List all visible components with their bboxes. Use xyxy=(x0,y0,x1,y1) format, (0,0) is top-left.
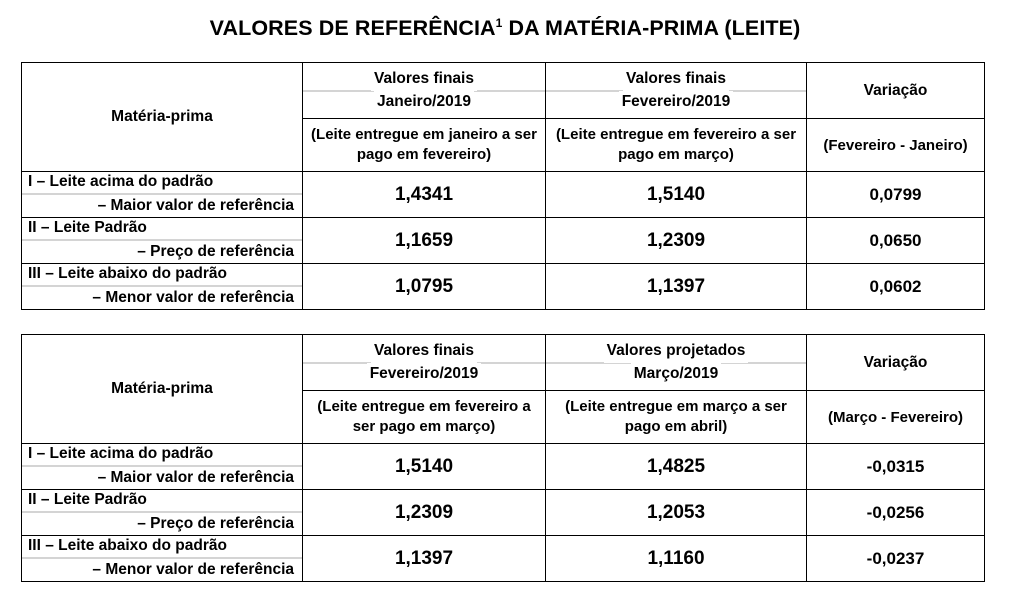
header-col1-line1: Valores finais xyxy=(371,68,477,90)
row-label-line1: I – Leite acima do padrão xyxy=(22,444,302,467)
header-cell-values-january xyxy=(303,63,546,172)
row-value-1: 1,1397 xyxy=(303,536,546,582)
page-title-main: VALORES DE REFERÊNCIA xyxy=(209,16,496,40)
row-label-cell xyxy=(22,218,303,264)
page-title-footnote-marker: 1 xyxy=(495,15,503,30)
row-label-line1: III – Leite abaixo do padrão xyxy=(22,264,302,287)
row-value-2: 1,5140 xyxy=(546,172,807,218)
header-col2-line2: Março/2019 xyxy=(631,363,721,385)
row-value-2: 1,1160 xyxy=(546,536,807,582)
page-title-rest: DA MATÉRIA-PRIMA (LEITE) xyxy=(502,16,801,40)
header-col1-line2: Janeiro/2019 xyxy=(374,91,474,113)
row-label-line2: – Menor valor de referência xyxy=(92,560,294,578)
header-col1-note: (Leite entregue em fevereiro a ser pago em março) xyxy=(303,390,545,443)
header-cell-materia-prima xyxy=(22,63,303,172)
header-col1-line1: Valores finais xyxy=(371,340,477,362)
header-cell-variation xyxy=(807,63,985,172)
row-variation: 0,0650 xyxy=(807,218,985,264)
header-label-materia-prima: Matéria-prima xyxy=(111,380,213,397)
row-value-2: 1,2309 xyxy=(546,218,807,264)
table-row xyxy=(22,218,985,264)
row-variation: -0,0237 xyxy=(807,536,985,582)
row-value-2: 1,4825 xyxy=(546,444,807,490)
header-col3-note: (Março - Fevereiro) xyxy=(807,390,984,443)
table-row xyxy=(22,444,985,490)
row-label-cell xyxy=(22,264,303,310)
row-label-line2: – Preço de referência xyxy=(137,242,294,260)
header-col1-line2: Fevereiro/2019 xyxy=(367,363,482,385)
row-value-1: 1,0795 xyxy=(303,264,546,310)
header-cell-values-february xyxy=(303,335,546,444)
header-cell-values-february xyxy=(546,63,807,172)
row-value-1: 1,4341 xyxy=(303,172,546,218)
row-label-line1: III – Leite abaixo do padrão xyxy=(22,536,302,559)
header-col2-note: (Leite entregue em março a ser pago em abril) xyxy=(546,390,806,443)
header-col2-line1: Valores finais xyxy=(623,68,729,90)
reference-table-february-march xyxy=(21,334,985,582)
row-label-cell xyxy=(22,536,303,582)
row-variation: 0,0799 xyxy=(807,172,985,218)
row-label-cell xyxy=(22,172,303,218)
page-title xyxy=(0,16,1010,41)
header-cell-variation xyxy=(807,335,985,444)
row-label-line1: II – Leite Padrão xyxy=(22,218,302,241)
header-col3-line1: Variação xyxy=(863,81,928,99)
header-col3-line1: Variação xyxy=(863,353,928,371)
reference-table-january-february xyxy=(21,62,985,310)
row-value-1: 1,5140 xyxy=(303,444,546,490)
table-header-row xyxy=(22,335,985,444)
header-cell-materia-prima xyxy=(22,335,303,444)
row-label-cell xyxy=(22,490,303,536)
header-cell-projected-march xyxy=(546,335,807,444)
table-row xyxy=(22,536,985,582)
table-row xyxy=(22,172,985,218)
row-variation: -0,0256 xyxy=(807,490,985,536)
header-col2-note: (Leite entregue em fevereiro a ser pago em março) xyxy=(546,118,806,171)
table-row xyxy=(22,264,985,310)
row-label-line2: – Maior valor de referência xyxy=(97,468,294,486)
row-value-1: 1,1659 xyxy=(303,218,546,264)
header-col2-line2: Fevereiro/2019 xyxy=(619,91,734,113)
row-label-line2: – Menor valor de referência xyxy=(92,288,294,306)
header-label-materia-prima: Matéria-prima xyxy=(111,108,213,125)
header-col1-note: (Leite entregue em janeiro a ser pago em fevereiro) xyxy=(303,118,545,171)
header-col3-note: (Fevereiro - Janeiro) xyxy=(807,118,984,171)
table-row xyxy=(22,490,985,536)
row-variation: 0,0602 xyxy=(807,264,985,310)
row-label-line1: II – Leite Padrão xyxy=(22,490,302,513)
row-label-line2: – Maior valor de referência xyxy=(97,196,294,214)
row-value-2: 1,1397 xyxy=(546,264,807,310)
row-label-cell xyxy=(22,444,303,490)
header-col2-line1: Valores projetados xyxy=(604,340,749,362)
row-variation: -0,0315 xyxy=(807,444,985,490)
row-label-line1: I – Leite acima do padrão xyxy=(22,172,302,195)
row-value-2: 1,2053 xyxy=(546,490,807,536)
row-label-line2: – Preço de referência xyxy=(137,514,294,532)
table-header-row xyxy=(22,63,985,172)
row-value-1: 1,2309 xyxy=(303,490,546,536)
